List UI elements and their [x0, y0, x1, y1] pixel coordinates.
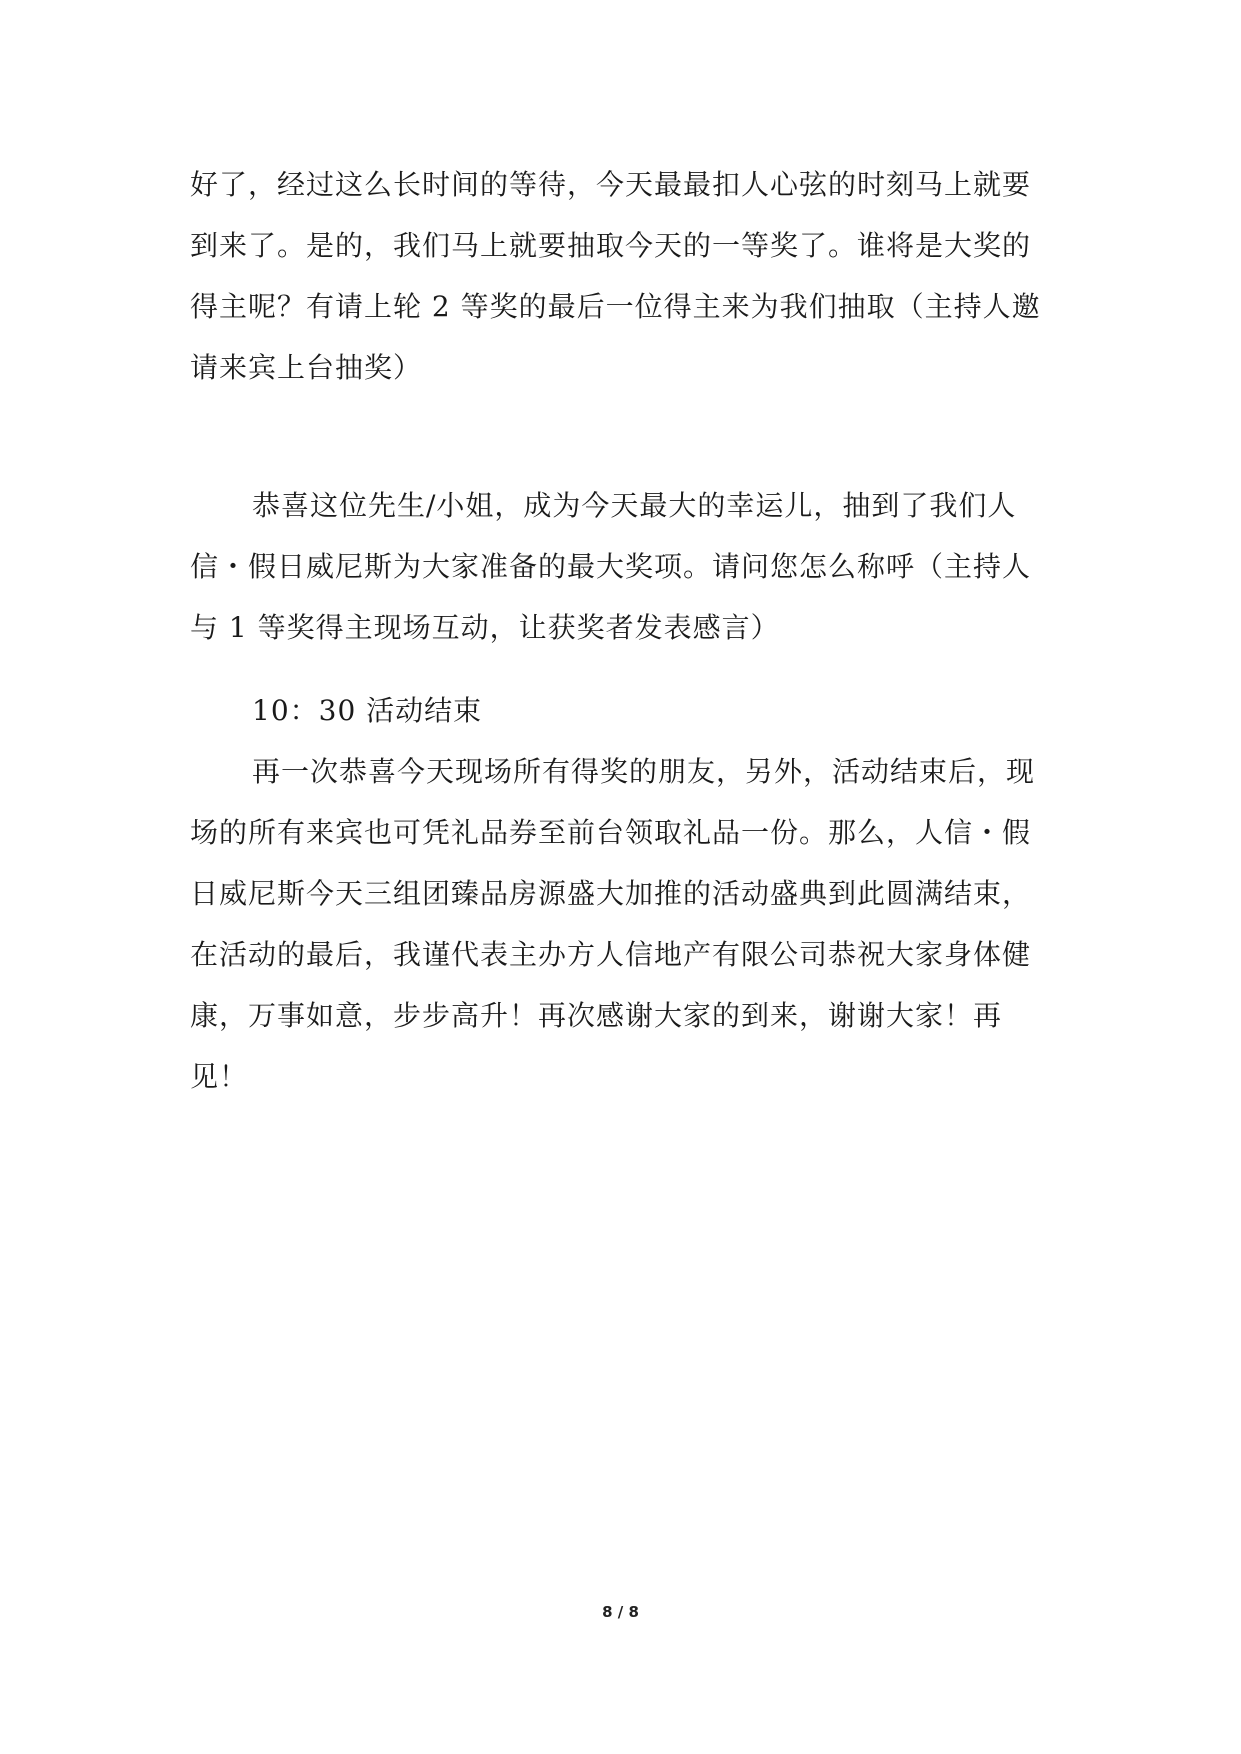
- page-number: 8 / 8: [602, 1603, 639, 1621]
- paragraph-prize-draw-intro: 好了，经过这么长时间的等待，今天最最扣人心弦的时刻马上就要到来了。是的，我们马上就要抽取今天的一等奖了。谁将是大奖的得主呢？有请上轮 2 等奖的最后一位得主来为我们抽取（主持人邀请来宾上台抽奖）: [190, 168, 1041, 384]
- paragraph-closing-remarks: 再一次恭喜今天现场所有得奖的朋友，另外，活动结束后，现场的所有来宾也可凭礼品券至前台领取礼品一份。那么，人信・假日威尼斯今天三组团臻品房源盛大加推的活动盛典到此圆满结束，在活动的最后，我谨代表主办方人信地产有限公司恭祝大家身体健康，万事如意，步步高升！再次感谢大家的到来，谢谢大家！再见！: [190, 755, 1036, 1093]
- schedule-time-event-end: 10：30 活动结束: [252, 694, 483, 727]
- paragraph-congratulations: 恭喜这位先生/小姐，成为今天最大的幸运儿，抽到了我们人信・假日威尼斯为大家准备的最大奖项。请问您怎么称呼（主持人与 1 等奖得主现场互动，让获奖者发表感言）: [190, 489, 1032, 644]
